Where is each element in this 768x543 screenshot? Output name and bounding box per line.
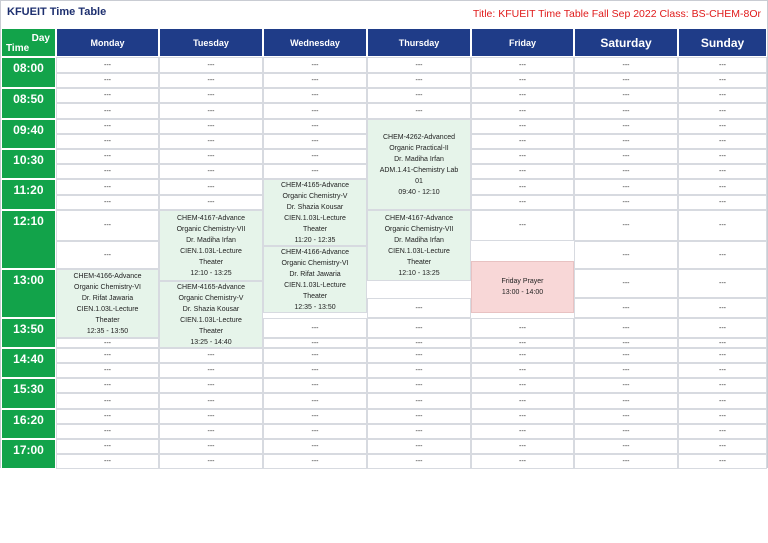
lecture-title: Organic Chemistry-V [282, 192, 348, 200]
empty-cell: --- [678, 88, 767, 103]
empty-cell: --- [367, 409, 471, 424]
empty-cell: --- [471, 378, 574, 393]
time-slot-label: 11:20 [1, 179, 56, 210]
empty-cell: --- [471, 57, 574, 73]
empty-cell: --- [574, 88, 678, 103]
empty-cell: --- [56, 179, 159, 195]
empty-cell: --- [471, 210, 574, 241]
empty-cell: --- [471, 439, 574, 454]
lecture-time: 12:10 - 13:25 [398, 269, 440, 277]
lecture-title: Organic Practical-II [389, 144, 449, 152]
lecture-room: CIEN.1.03L-Lecture [76, 305, 139, 313]
empty-cell: --- [56, 164, 159, 179]
lecture-room2: 01 [415, 177, 423, 185]
lecture-time: 09:40 - 12:10 [398, 188, 440, 196]
corner-day-time [1, 28, 56, 57]
time-slot-label: 10:30 [1, 149, 56, 179]
empty-cell: --- [574, 393, 678, 409]
empty-cell: --- [678, 409, 767, 424]
empty-cell: --- [56, 149, 159, 164]
empty-cell: --- [574, 195, 678, 210]
lecture-code: CHEM-4167-Advance [384, 214, 454, 222]
lecture-block[interactable] [56, 269, 159, 338]
lecture-title: Organic Chemistry-VI [74, 283, 141, 291]
empty-cell: --- [471, 179, 574, 195]
lecture-title: Organic Chemistry-VII [384, 225, 454, 233]
empty-cell: --- [56, 363, 159, 378]
empty-cell: --- [678, 195, 767, 210]
lecture-room: CIEN.1.03L-Lecture [284, 214, 346, 222]
empty-cell: --- [574, 454, 678, 469]
empty-cell: --- [56, 424, 159, 439]
empty-cell: --- [471, 195, 574, 210]
empty-cell: --- [471, 73, 574, 88]
empty-cell: --- [471, 424, 574, 439]
empty-cell: --- [263, 318, 367, 338]
time-slot-label: 13:00 [1, 269, 56, 318]
empty-cell: --- [56, 409, 159, 424]
empty-cell: --- [471, 363, 574, 378]
empty-cell: --- [471, 348, 574, 363]
empty-cell: --- [159, 393, 263, 409]
day-header-monday: Monday [56, 28, 159, 57]
empty-cell: --- [367, 348, 471, 363]
empty-cell: --- [574, 348, 678, 363]
lecture-code: CHEM-4262-Advanced [383, 133, 455, 141]
lecture-room: CIEN.1.03L-Lecture [180, 247, 242, 255]
lecture-room2: Theater [302, 292, 328, 300]
empty-cell: --- [574, 164, 678, 179]
empty-cell: --- [367, 378, 471, 393]
empty-cell: --- [574, 241, 678, 269]
empty-cell: --- [159, 439, 263, 454]
empty-cell: --- [678, 210, 767, 241]
lecture-room2: Theater [198, 327, 224, 335]
empty-cell: --- [678, 424, 767, 439]
empty-cell: --- [471, 103, 574, 119]
empty-cell: --- [56, 73, 159, 88]
lecture-teacher: Dr. Rifat Jawaria [81, 294, 134, 302]
time-slot-label: 08:00 [1, 57, 56, 88]
empty-cell: --- [678, 149, 767, 164]
lecture-teacher: Dr. Shazia Kousar [286, 203, 344, 211]
empty-cell: --- [678, 103, 767, 119]
empty-cell: --- [56, 241, 159, 269]
empty-cell: --- [159, 88, 263, 103]
empty-cell: --- [159, 424, 263, 439]
empty-cell: --- [471, 164, 574, 179]
empty-cell: --- [159, 378, 263, 393]
lecture-teacher: Dr. Madiha Irfan [186, 236, 236, 244]
empty-cell: --- [471, 454, 574, 469]
empty-cell: --- [471, 119, 574, 134]
lecture-block[interactable] [263, 246, 367, 313]
lecture-block[interactable] [367, 210, 471, 281]
day-header-saturday: Saturday [574, 28, 678, 57]
lecture-code: CHEM-4167-Advance [176, 214, 246, 222]
empty-cell: --- [367, 318, 471, 338]
lecture-room2: Theater [198, 258, 224, 266]
empty-cell: --- [263, 149, 367, 164]
empty-cell: --- [678, 241, 767, 269]
time-slot-label: 09:40 [1, 119, 56, 149]
empty-cell: --- [678, 348, 767, 363]
empty-cell: --- [367, 57, 471, 73]
time-slot-label: 17:00 [1, 439, 56, 469]
time-slot-label: 15:30 [1, 378, 56, 409]
lecture-code: CHEM-4166-Advance [280, 248, 350, 256]
empty-cell: --- [471, 393, 574, 409]
empty-cell: --- [263, 424, 367, 439]
empty-cell: --- [56, 119, 159, 134]
empty-cell: --- [471, 134, 574, 149]
empty-cell: --- [263, 119, 367, 134]
empty-cell: --- [574, 363, 678, 378]
empty-cell: --- [367, 103, 471, 119]
lecture-teacher: Dr. Madiha Irfan [394, 236, 444, 244]
empty-cell: --- [471, 409, 574, 424]
empty-cell: --- [159, 164, 263, 179]
empty-cell: --- [263, 338, 367, 348]
empty-cell: --- [574, 57, 678, 73]
empty-cell: --- [367, 363, 471, 378]
empty-cell: --- [574, 210, 678, 241]
empty-cell: --- [678, 318, 767, 338]
empty-cell: --- [574, 338, 678, 348]
empty-cell: --- [159, 119, 263, 134]
empty-cell: --- [159, 57, 263, 73]
empty-cell: --- [263, 348, 367, 363]
lecture-time: 12:10 - 13:25 [190, 269, 232, 277]
empty-cell: --- [574, 439, 678, 454]
lecture-teacher: Dr. Rifat Jawaria [289, 270, 341, 278]
empty-cell: --- [574, 298, 678, 318]
lecture-teacher: Dr. Madiha Irfan [394, 155, 444, 163]
empty-cell: --- [678, 179, 767, 195]
empty-cell: --- [471, 338, 574, 348]
empty-cell: --- [263, 57, 367, 73]
lecture-room: ADM.1.41-Chemistry Lab [379, 166, 459, 174]
empty-cell: --- [367, 338, 471, 348]
lecture-block[interactable] [367, 119, 471, 210]
empty-cell: --- [678, 338, 767, 348]
empty-cell: --- [574, 103, 678, 119]
empty-cell: --- [678, 454, 767, 469]
empty-cell: --- [678, 57, 767, 73]
friday-prayer-block[interactable] [471, 261, 574, 313]
lecture-room: CIEN.1.03L-Lecture [180, 316, 242, 324]
timetable-grid [1, 28, 767, 468]
empty-cell: --- [159, 179, 263, 195]
empty-cell: --- [678, 393, 767, 409]
empty-cell: --- [367, 439, 471, 454]
time-slot-label: 12:10 [1, 210, 56, 269]
empty-cell: --- [574, 269, 678, 298]
prayer-title: Friday Prayer [501, 278, 544, 285]
empty-cell: --- [159, 409, 263, 424]
empty-cell: --- [574, 149, 678, 164]
lecture-title: Organic Chemistry-V [178, 294, 244, 302]
empty-cell: --- [678, 439, 767, 454]
empty-cell: --- [159, 149, 263, 164]
empty-cell: --- [159, 73, 263, 88]
empty-cell: --- [159, 363, 263, 378]
empty-cell: --- [159, 454, 263, 469]
empty-cell: --- [263, 378, 367, 393]
empty-cell: --- [56, 348, 159, 363]
empty-cell: --- [263, 393, 367, 409]
empty-cell: --- [678, 119, 767, 134]
empty-cell: --- [471, 318, 574, 338]
lecture-time: 13:25 - 14:40 [190, 338, 232, 346]
empty-cell: --- [56, 88, 159, 103]
empty-cell: --- [56, 134, 159, 149]
empty-cell: --- [56, 439, 159, 454]
empty-cell: --- [678, 378, 767, 393]
empty-cell: --- [367, 454, 471, 469]
app-title: KFUEIT Time Table [7, 6, 107, 18]
empty-cell: --- [56, 338, 159, 348]
time-slot-label: 16:20 [1, 409, 56, 439]
empty-cell: --- [56, 210, 159, 241]
empty-cell: --- [367, 298, 471, 318]
empty-cell: --- [574, 134, 678, 149]
empty-cell: --- [574, 179, 678, 195]
empty-cell: --- [678, 134, 767, 149]
empty-cell: --- [159, 103, 263, 119]
lecture-block[interactable] [159, 210, 263, 281]
empty-cell: --- [367, 88, 471, 103]
empty-cell: --- [56, 57, 159, 73]
corner-day-label: Day [31, 33, 50, 44]
lecture-title: Organic Chemistry-VI [281, 259, 349, 267]
lecture-code: CHEM-4165-Advance [280, 181, 350, 189]
empty-cell: --- [56, 103, 159, 119]
time-slot-label: 14:40 [1, 348, 56, 378]
empty-cell: --- [263, 103, 367, 119]
empty-cell: --- [574, 318, 678, 338]
lecture-room: CIEN.1.03L-Lecture [284, 281, 346, 289]
timetable-meta-title: Title: KFUEIT Time Table Fall Sep 2022 Class: BS-CHEM-8Or [472, 8, 761, 20]
lecture-room: CIEN.1.03L-Lecture [388, 247, 450, 255]
empty-cell: --- [263, 439, 367, 454]
empty-cell: --- [263, 88, 367, 103]
lecture-code: CHEM-4165-Advance [176, 283, 246, 291]
lecture-room2: Theater [95, 316, 120, 324]
lecture-time: 12:35 - 13:50 [294, 303, 336, 311]
empty-cell: --- [263, 134, 367, 149]
lecture-room2: Theater [406, 258, 432, 266]
empty-cell: --- [367, 424, 471, 439]
day-header-tuesday: Tuesday [159, 28, 263, 57]
empty-cell: --- [678, 164, 767, 179]
lecture-title: Organic Chemistry-VII [176, 225, 246, 233]
empty-cell: --- [56, 378, 159, 393]
empty-cell: --- [574, 378, 678, 393]
empty-cell: --- [574, 424, 678, 439]
empty-cell: --- [56, 393, 159, 409]
empty-cell: --- [56, 454, 159, 469]
empty-cell: --- [263, 454, 367, 469]
empty-cell: --- [159, 195, 263, 210]
lecture-teacher: Dr. Shazia Kousar [182, 305, 240, 313]
time-slot-label: 13:50 [1, 318, 56, 348]
empty-cell: --- [471, 88, 574, 103]
empty-cell: --- [56, 195, 159, 210]
empty-cell: --- [159, 134, 263, 149]
time-slot-label: 08:50 [1, 88, 56, 119]
empty-cell: --- [263, 409, 367, 424]
corner-time-label: Time [6, 43, 30, 54]
lecture-code: CHEM-4166-Advance [73, 272, 142, 280]
lecture-time: 11:20 - 12:35 [294, 236, 336, 244]
empty-cell: --- [574, 73, 678, 88]
empty-cell: --- [263, 164, 367, 179]
lecture-block[interactable] [159, 281, 263, 348]
empty-cell: --- [471, 149, 574, 164]
empty-cell: --- [263, 363, 367, 378]
empty-cell: --- [263, 73, 367, 88]
empty-cell: --- [574, 119, 678, 134]
empty-cell: --- [678, 269, 767, 298]
day-header-thursday: Thursday [367, 28, 471, 57]
day-header-friday: Friday [471, 28, 574, 57]
empty-cell: --- [678, 73, 767, 88]
empty-cell: --- [678, 298, 767, 318]
lecture-time: 12:35 - 13:50 [86, 327, 129, 335]
empty-cell: --- [159, 348, 263, 363]
day-header-sunday: Sunday [678, 28, 767, 57]
lecture-block[interactable] [263, 179, 367, 246]
empty-cell: --- [574, 409, 678, 424]
day-header-wednesday: Wednesday [263, 28, 367, 57]
prayer-time: 13:00 - 14:00 [501, 289, 544, 296]
empty-cell: --- [367, 73, 471, 88]
empty-cell: --- [678, 363, 767, 378]
empty-cell: --- [367, 393, 471, 409]
lecture-room2: Theater [302, 225, 328, 233]
